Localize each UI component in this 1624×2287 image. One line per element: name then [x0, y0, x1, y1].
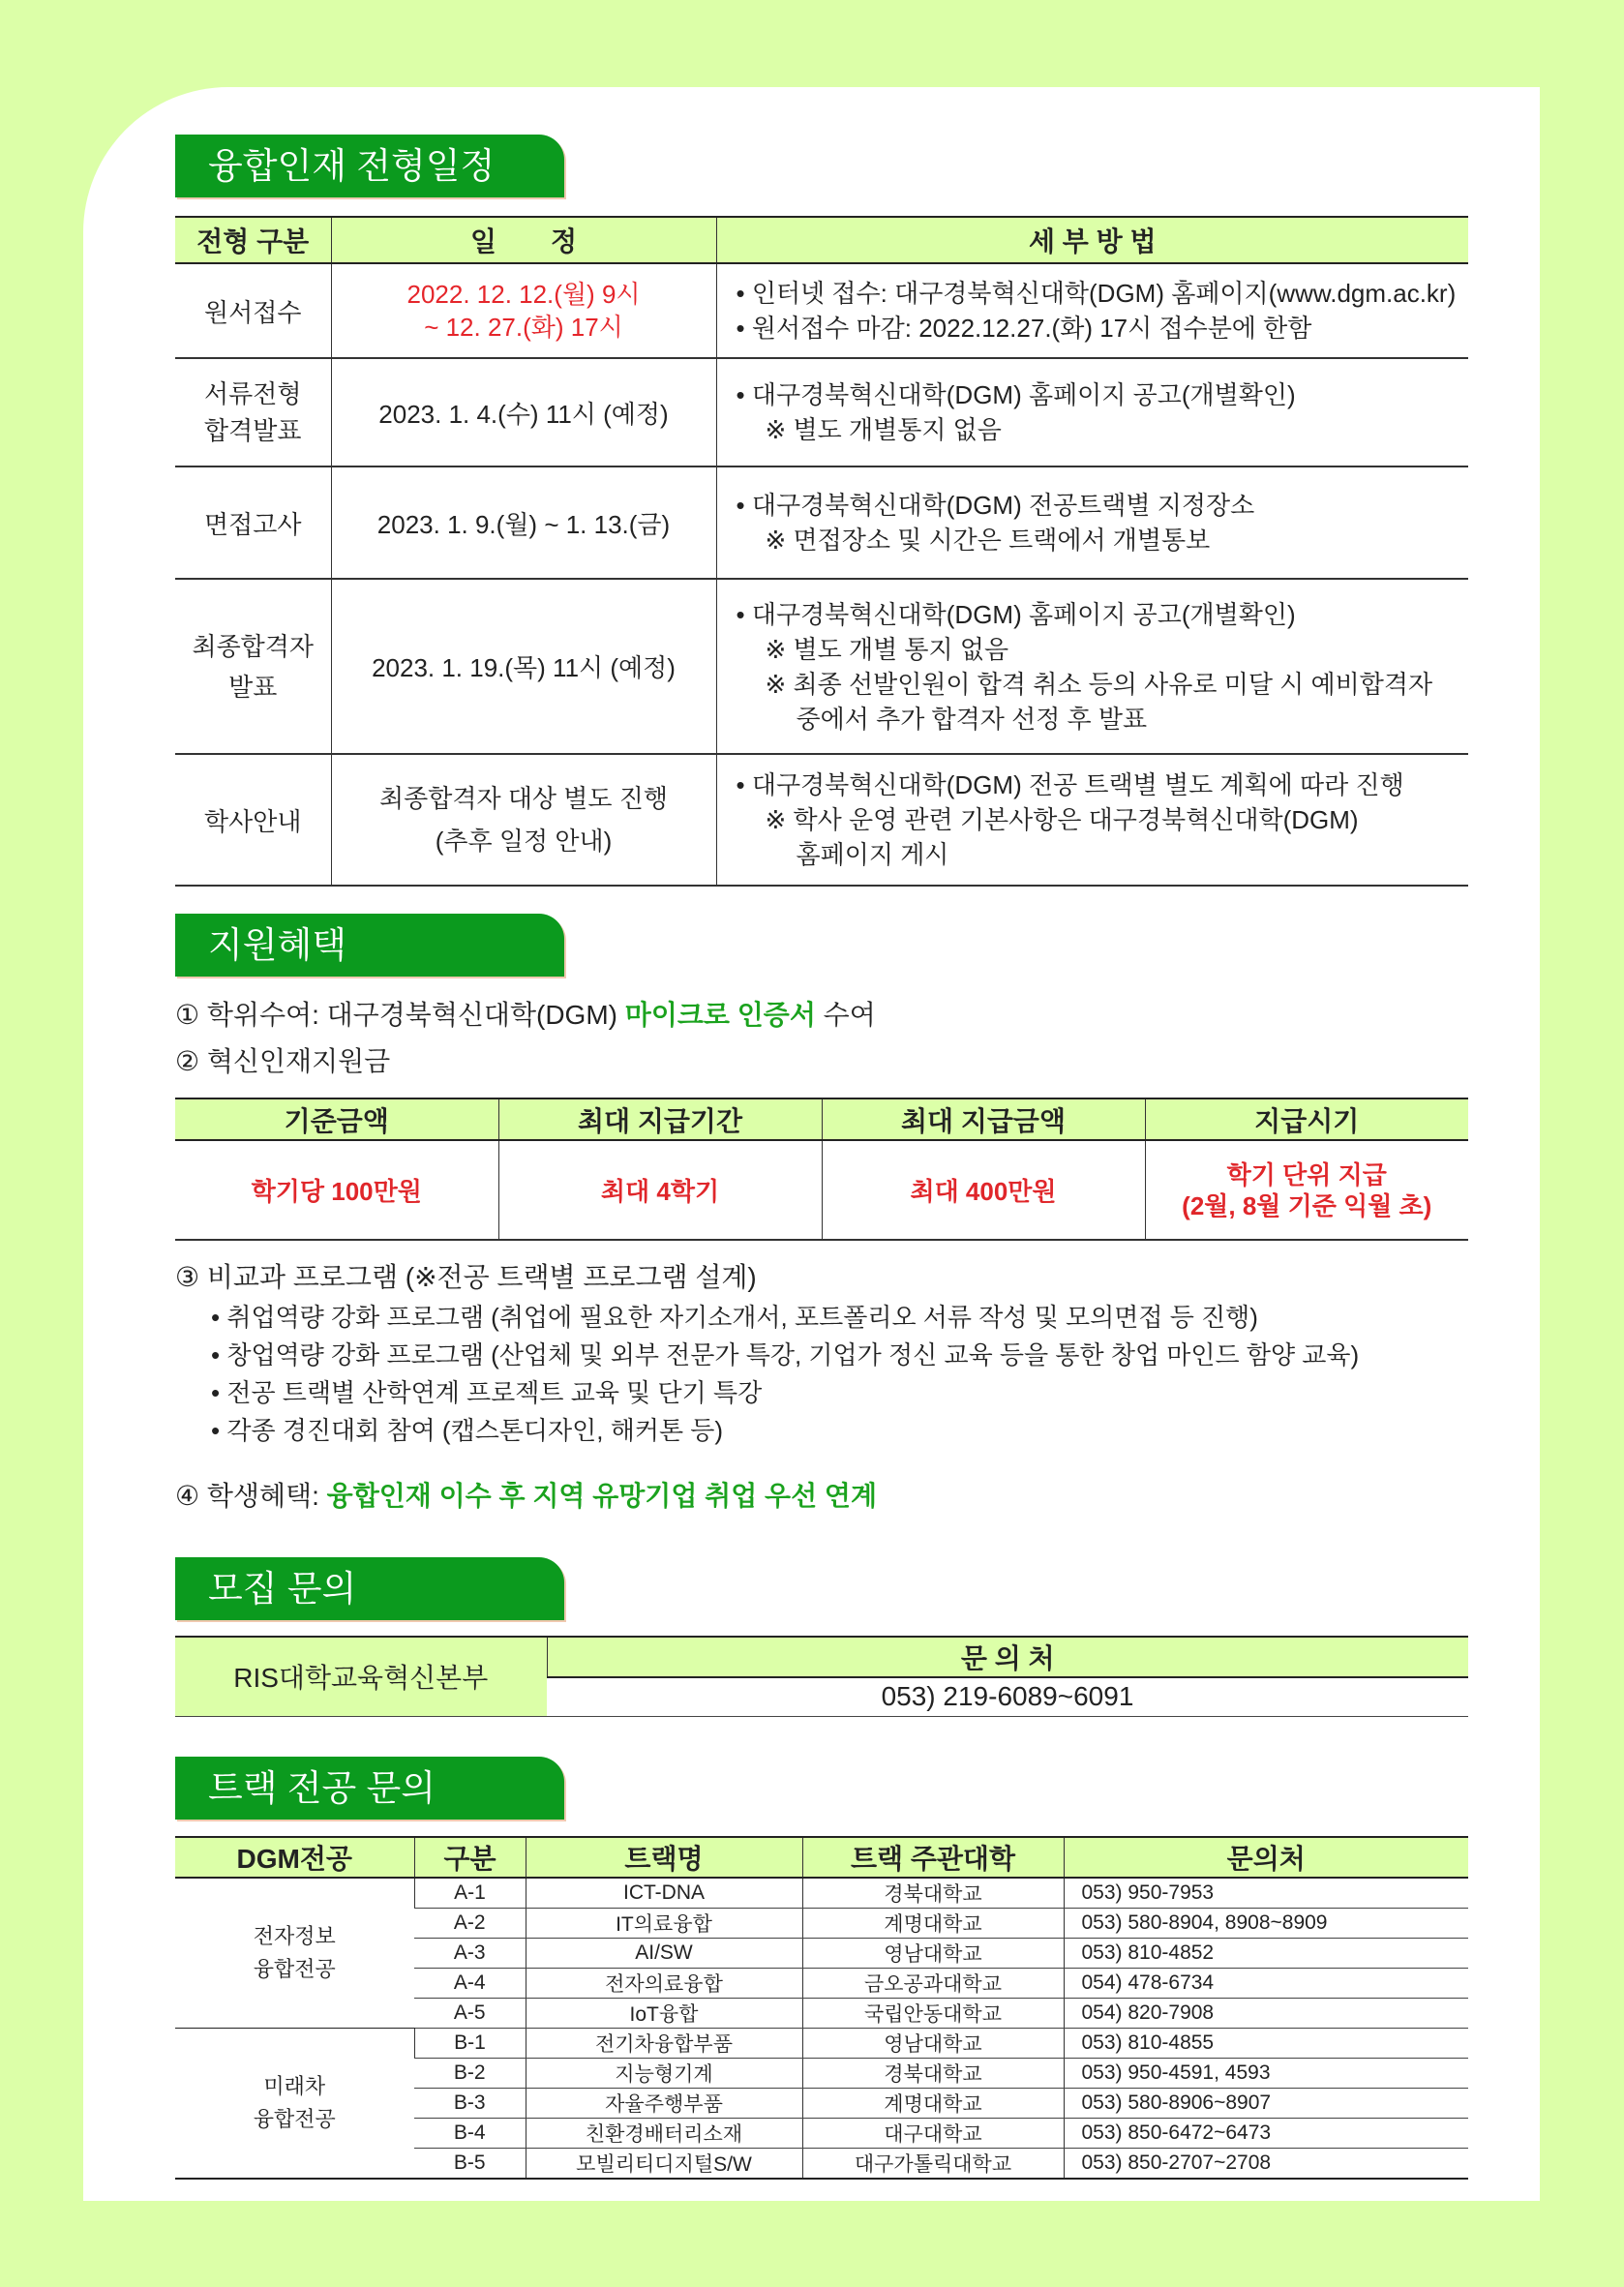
code: B-3: [414, 2089, 526, 2119]
program-bullet: • 취업역량 강화 프로그램 (취업에 필요한 자기소개서, 포트폴리오 서류 작성 및 모의면접 등 진행): [211, 1303, 1258, 1332]
header-university: 트랙 주관대학: [802, 1837, 1064, 1878]
header-details: 세 부 방 법: [716, 217, 1468, 263]
code: A-5: [414, 1999, 526, 2029]
university: 대구대학교: [802, 2119, 1064, 2149]
university: 경북대학교: [802, 1878, 1064, 1909]
header-type: 전형 구분: [175, 217, 331, 263]
contact: 053) 810-4855: [1064, 2029, 1468, 2059]
contact: 054) 820-7908: [1064, 1999, 1468, 2029]
contact: 053) 810-4852: [1064, 1939, 1468, 1969]
university: 계명대학교: [802, 1909, 1064, 1939]
details: • 대구경북혁신대학(DGM) 홈페이지 공고(개별확인) ※ 별도 개별 통지 없음 ※ 최종 선발인원이 합격 취소 등의 사유로 미달 시 예비합격자 중에서 추가 합격자 선정 후 발표: [716, 579, 1468, 754]
type: 원서접수: [175, 263, 331, 358]
contact: 053) 850-2707~2708: [1064, 2149, 1468, 2180]
header-max-amount: 최대 지급금액: [822, 1098, 1145, 1140]
university: 경북대학교: [802, 2059, 1064, 2089]
type: 면접고사: [175, 466, 331, 579]
table-row: [175, 579, 1468, 754]
type: 최종합격자 발표: [175, 579, 331, 754]
max-period: 최대 4학기: [498, 1140, 822, 1240]
tracks-table: [175, 1836, 1468, 2180]
contact: 053) 950-7953: [1064, 1878, 1468, 1909]
track-name: 친환경배터리소재: [526, 2119, 802, 2149]
section-header-tracks: 트랙 전공 문의: [175, 1757, 564, 1820]
benefit-student: ④ 학생혜택: 융합인재 이수 후 지역 유망기업 취업 우선 연계: [175, 1481, 878, 1511]
code: A-2: [414, 1909, 526, 1939]
details: • 대구경북혁신대학(DGM) 홈페이지 공고(개별확인) ※ 별도 개별통지 없음: [716, 358, 1468, 466]
section-header-benefits: 지원혜택: [175, 914, 564, 977]
university: 영남대학교: [802, 2029, 1064, 2059]
contact: 053) 850-6472~6473: [1064, 2119, 1468, 2149]
code: B-1: [414, 2029, 526, 2059]
header-date: 일 정: [331, 217, 716, 263]
benefit-program: ③ 비교과 프로그램 (※전공 트랙별 프로그램 설계): [175, 1262, 757, 1292]
code: B-5: [414, 2149, 526, 2180]
benefit-degree: ① 학위수여: 대구경북혁신대학(DGM) 마이크로 인증서 수여: [175, 1000, 876, 1030]
type: 학사안내: [175, 754, 331, 886]
code: A-4: [414, 1969, 526, 1999]
details: • 인터넷 접수: 대구경북혁신대학(DGM) 홈페이지(www.dgm.ac.kr) • 원서접수 마감: 2022.12.27.(화) 17시 접수분에 한함: [716, 263, 1468, 358]
program-bullet: • 창업역량 강화 프로그램 (산업체 및 외부 전문가 특강, 기업가 정신 교육 등을 통한 창업 마인드 함양 교육): [211, 1340, 1360, 1369]
header-timing: 지급시기: [1145, 1098, 1468, 1140]
date: 2023. 1. 4.(수) 11시 (예정): [331, 358, 716, 466]
major: 미래차 융합전공: [175, 2029, 414, 2180]
header-contact: 문의처: [1064, 1837, 1468, 1878]
header-max-period: 최대 지급기간: [498, 1098, 822, 1140]
track-name: ICT-DNA: [526, 1878, 802, 1909]
program-bullet: • 각종 경진대회 참여 (캡스톤디자인, 해커톤 등): [211, 1416, 724, 1445]
university: 영남대학교: [802, 1939, 1064, 1969]
table-row: [175, 2029, 1468, 2059]
contact: 054) 478-6734: [1064, 1969, 1468, 1999]
table-row: [175, 1140, 1468, 1240]
max-amount: 최대 400만원: [822, 1140, 1145, 1240]
track-name: 자율주행부품: [526, 2089, 802, 2119]
program-bullet: • 전공 트랙별 산학연계 프로젝트 교육 및 단기 특강: [211, 1378, 763, 1407]
table-row: [175, 358, 1468, 466]
university: 국립안동대학교: [802, 1999, 1064, 2029]
date: 최종합격자 대상 별도 진행 (추후 일정 안내): [331, 754, 716, 886]
phone: 053) 219-6089~6091: [881, 1681, 1134, 1712]
recruit-table: [175, 1636, 1468, 1717]
table-row: [175, 1878, 1468, 1909]
table-row: [175, 754, 1468, 886]
track-name: 지능형기계: [526, 2059, 802, 2089]
track-name: IT의료융합: [526, 1909, 802, 1939]
details: • 대구경북혁신대학(DGM) 전공 트랙별 별도 계획에 따라 진행 ※ 학사 운영 관련 기본사항은 대구경북혁신대학(DGM) 홈페이지 게시: [716, 754, 1468, 886]
date: 2023. 1. 19.(목) 11시 (예정): [331, 579, 716, 754]
table-row: [175, 466, 1468, 579]
date: 2022. 12. 12.(월) 9시 ~ 12. 27.(화) 17시: [331, 263, 716, 358]
code: B-2: [414, 2059, 526, 2089]
track-name: 모빌리티디지털S/W: [526, 2149, 802, 2180]
code: A-3: [414, 1939, 526, 1969]
benefit-grant: ② 혁신인재지원금: [175, 1046, 391, 1076]
header-base-amount: 기준금액: [175, 1098, 498, 1140]
section-header-schedule: 융합인재 전형일정: [175, 135, 564, 197]
contact: 053) 950-4591, 4593: [1064, 2059, 1468, 2089]
track-name: IoT융합: [526, 1999, 802, 2029]
major: 전자정보 융합전공: [175, 1878, 414, 2029]
track-name: 전자의료융합: [526, 1969, 802, 1999]
section-header-recruit: 모집 문의: [175, 1557, 564, 1620]
contact: 053) 580-8906~8907: [1064, 2089, 1468, 2119]
type: 서류전형 합격발표: [175, 358, 331, 466]
table-row: [175, 263, 1468, 358]
grant-table: [175, 1098, 1468, 1241]
university: 계명대학교: [802, 2089, 1064, 2119]
header-code: 구분: [414, 1837, 526, 1878]
track-name: 전기차융합부품: [526, 2029, 802, 2059]
base-amount: 학기당 100만원: [175, 1140, 498, 1240]
contact-label: 문 의 처: [547, 1637, 1468, 1677]
contact: 053) 580-8904, 8908~8909: [1064, 1909, 1468, 1939]
university: 대구가톨릭대학교: [802, 2149, 1064, 2180]
date: 2023. 1. 9.(월) ~ 1. 13.(금): [331, 466, 716, 579]
schedule-table: [175, 216, 1468, 887]
header-major: DGM전공: [175, 1837, 414, 1878]
timing: 학기 단위 지급 (2월, 8월 기준 익월 초): [1145, 1140, 1468, 1240]
code: B-4: [414, 2119, 526, 2149]
university: 금오공과대학교: [802, 1969, 1064, 1999]
org-name: RIS대학교육혁신본부: [175, 1637, 547, 1716]
track-name: AI/SW: [526, 1939, 802, 1969]
header-track: 트랙명: [526, 1837, 802, 1878]
details: • 대구경북혁신대학(DGM) 전공트랙별 지정장소 ※ 면접장소 및 시간은 트랙에서 개별통보: [716, 466, 1468, 579]
code: A-1: [414, 1878, 526, 1909]
